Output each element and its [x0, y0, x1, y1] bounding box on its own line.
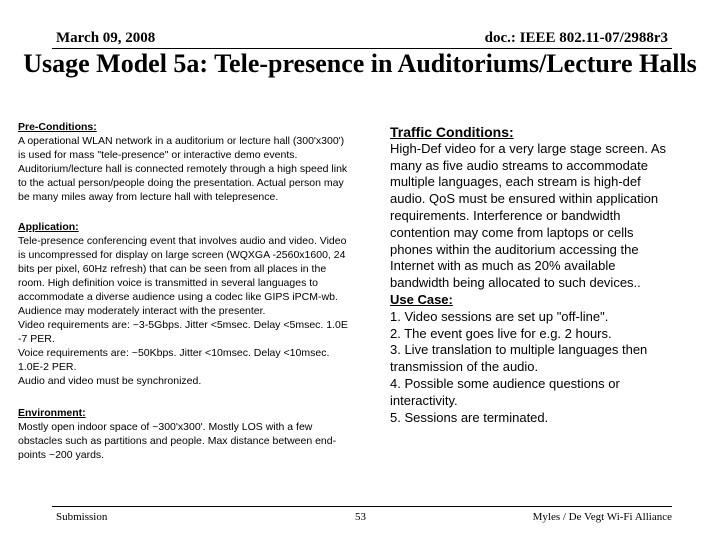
- environment-heading: Environment:: [18, 407, 86, 419]
- text-line: 3. Live translation to multiple languages then: [390, 342, 648, 358]
- text-line: Audience may moderately interact with the presenter.: [18, 305, 266, 317]
- text-line: be many miles away from lecture hall with telepresence.: [18, 191, 279, 203]
- preconditions-section: [18, 120, 393, 204]
- text-line: bits per pixel, 60Hz refresh) that can be seen from all places in the: [18, 263, 327, 275]
- text-line: -7 PER.: [18, 333, 55, 345]
- text-line: contention may come from laptops or cells: [390, 224, 634, 240]
- environment-section: [18, 406, 393, 462]
- usecase-list: [390, 309, 706, 427]
- text-line: A operational WLAN network in a auditorium or lecture hall (300'x300'): [18, 135, 345, 147]
- footer-rule: [52, 506, 672, 507]
- application-heading: Application:: [18, 221, 79, 233]
- traffic-heading: Traffic Conditions:: [390, 124, 514, 140]
- text-line: Voice requirements are: ~50Kbps. Jitter <10msec. Delay <10msec.: [18, 347, 330, 359]
- preconditions-text: [18, 134, 393, 204]
- text-line: 5. Sessions are terminated.: [390, 409, 549, 425]
- text-line: accommodate a diverse audience using a codec like GIPS iPCM-wb.: [18, 291, 338, 303]
- text-line: many as five audio streams to accommodate: [390, 157, 648, 173]
- text-line: interactivity.: [390, 392, 458, 408]
- text-line: obstacles such as partitions and people. Max distance between end-: [18, 435, 337, 447]
- text-line: room. High definition voice is transmitted in several languages to: [18, 277, 318, 289]
- text-line: to the actual person/people doing the presentation. Actual person may: [18, 177, 344, 189]
- text-line: transmission of the audio.: [390, 359, 539, 375]
- text-line: 2. The event goes live for e.g. 2 hours.: [390, 325, 612, 341]
- text-line: 1. Video sessions are set up "off-line".: [390, 308, 609, 324]
- text-line: points ~200 yards.: [18, 449, 105, 461]
- footer-page-number: 53: [355, 511, 366, 523]
- usecase-heading: Use Case:: [390, 291, 453, 307]
- text-line: is used for mass "tele-presence" or interactive demo events.: [18, 149, 298, 161]
- traffic-text: [390, 141, 706, 292]
- application-text: [18, 234, 393, 388]
- text-line: Internet with as much as 20% available: [390, 258, 616, 274]
- text-line: requirements. Interference or bandwidth: [390, 207, 621, 223]
- text-line: Audio and video must be synchronized.: [18, 375, 202, 387]
- traffic-usecase-section: [390, 124, 706, 426]
- text-line: is uncompressed for display on large screen (WQXGA -2560x1600, 24: [18, 249, 346, 261]
- text-line: phones within the auditorium accessing the: [390, 241, 639, 257]
- header-date: March 09, 2008: [56, 30, 156, 46]
- text-line: Tele-presence conferencing event that involves audio and video. Video: [18, 235, 347, 247]
- text-line: audio. QoS must be ensured within application: [390, 191, 659, 207]
- text-line: 1.0E-2 PER.: [18, 361, 77, 373]
- text-line: 4. Possible some audience questions or: [390, 375, 620, 391]
- environment-text: [18, 420, 393, 462]
- preconditions-heading: Pre-Conditions:: [18, 121, 97, 133]
- slide-title: Usage Model 5a: Tele-presence in Auditoriums/Lecture Halls: [23, 49, 697, 78]
- text-line: Mostly open indoor space of ~300'x300'. Mostly LOS with a few: [18, 421, 313, 433]
- footer-submission: Submission: [56, 511, 108, 523]
- text-line: Auditorium/lecture hall is connected remotely through a high speed link: [18, 163, 348, 175]
- header-doc-id: doc.: IEEE 802.11-07/2988r3: [484, 30, 668, 46]
- application-section: [18, 220, 393, 388]
- text-line: bandwidth being allocated to such devices..: [390, 275, 641, 291]
- footer-authors: Myles / De Vegt Wi-Fi Alliance: [532, 511, 672, 523]
- text-line: High-Def video for a very large stage screen. As: [390, 140, 667, 156]
- text-line: multiple languages, each stream is high-def: [390, 174, 641, 190]
- text-line: Video requirements are: ~3-5Gbps. Jitter <5msec. Delay <5msec. 1.0E: [18, 319, 348, 331]
